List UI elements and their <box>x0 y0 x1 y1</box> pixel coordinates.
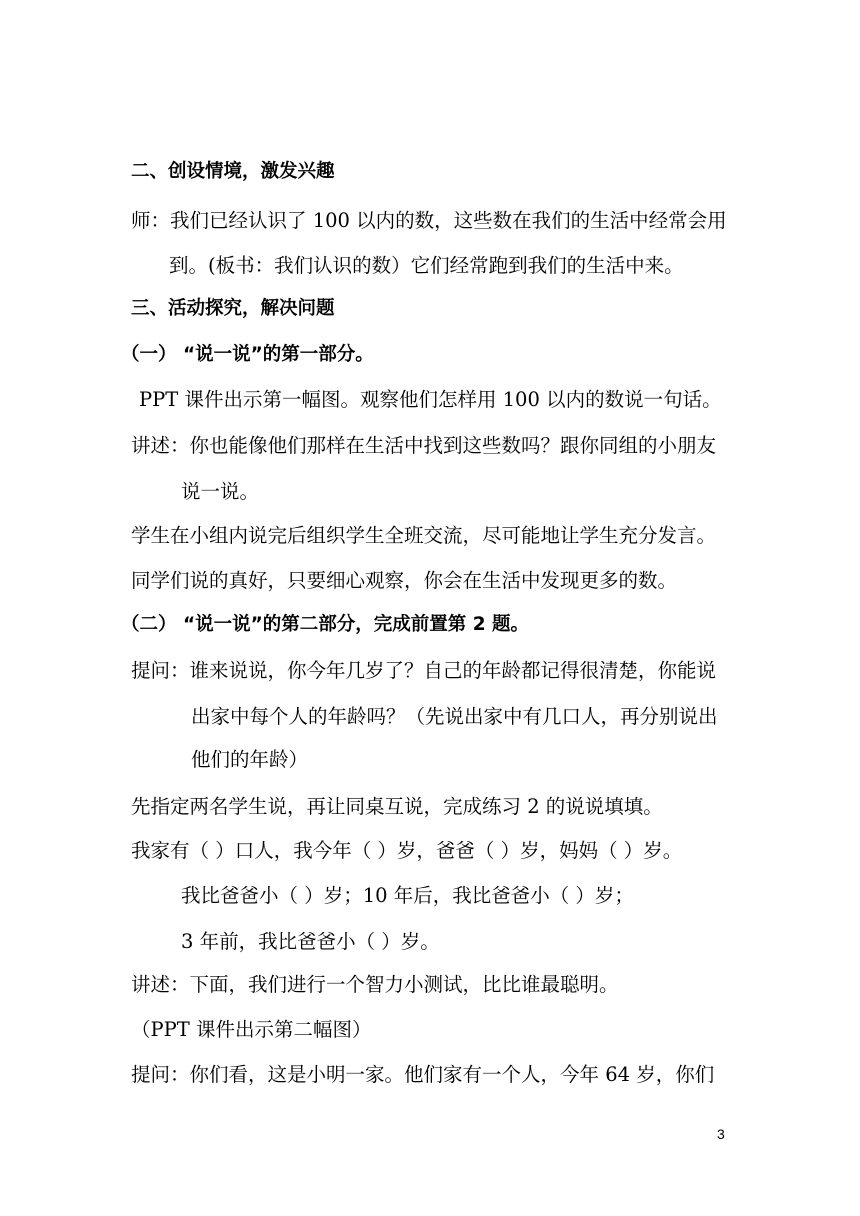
question-line: 提问：谁来说说，你今年几岁了？自己的年龄都记得很清楚，你能说 <box>131 659 717 682</box>
student-discussion-line: 学生在小组内说完后组织学生全班交流，尽可能地让学生充分发言。 <box>131 524 717 547</box>
fill-in-line-3: 3 年前，我比爸爸小（ ）岁。 <box>181 930 440 953</box>
subsection-heading-1: （一） “说一说”的第一部分。 <box>121 344 374 365</box>
fill-in-line-2: 我比爸爸小（ ）岁；10 年后，我比爸爸小（ ）岁； <box>181 884 634 907</box>
praise-line: 同学们说的真好，只要细心观察，你会在生活中发现更多的数。 <box>131 569 678 592</box>
question-line-2: 提问：你们看，这是小明一家。他们家有一个人，今年 64 岁，你们 <box>131 1063 715 1086</box>
teacher-line-continued: 到。(板书：我们认识的数）它们经常跑到我们的生活中来。 <box>169 254 684 277</box>
question-line-continued-1: 出家中每个人的年龄吗？（先说出家中有几口人，再分别说出 <box>191 705 718 728</box>
fill-in-line-1: 我家有（ ）口人，我今年（ ）岁，爸爸（ ）岁，妈妈（ ）岁。 <box>131 839 683 862</box>
section-heading-2: 二、创设情境，激发兴趣 <box>131 161 335 182</box>
instruction-line: 先指定两名学生说，再让同桌互说，完成练习 2 的说说填填。 <box>131 795 663 818</box>
section-heading-3: 三、活动探究，解决问题 <box>131 298 335 319</box>
ppt-line-1: PPT 课件出示第一幅图。观察他们怎样用 100 以内的数说一句话。 <box>139 388 722 411</box>
narration-line: 讲述：你也能像他们那样在生活中找到这些数吗？跟你同组的小朋友 <box>131 434 717 457</box>
quiz-intro-line: 讲述：下面，我们进行一个智力小测试，比比谁最聪明。 <box>131 973 619 996</box>
subsection-heading-2: （二） “说一说”的第二部分，完成前置第 2 题。 <box>121 614 530 635</box>
teacher-line: 师：我们已经认识了 100 以内的数，这些数在我们的生活中经常会用 <box>131 209 727 232</box>
narration-line-continued: 说一说。 <box>181 480 260 503</box>
page-number: 3 <box>717 1126 725 1142</box>
question-line-continued-2: 他们的年龄） <box>191 748 309 771</box>
ppt-line-2: （PPT 课件出示第二幅图） <box>131 1018 372 1041</box>
